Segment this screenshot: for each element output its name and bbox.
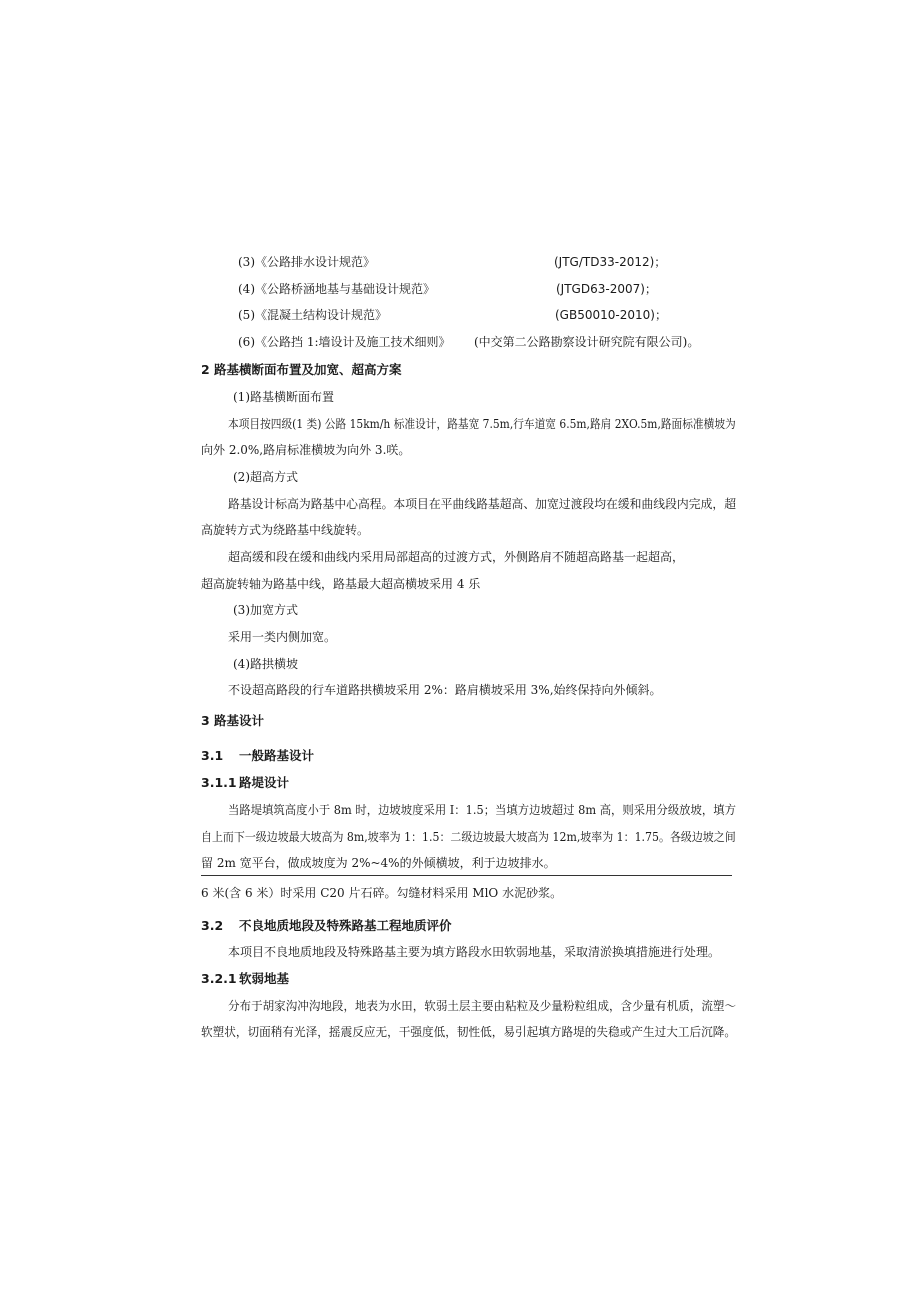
paragraph-line: 留 2m 宽平台，做成坡度为 2%~4%的外倾横坡，利于边坡排水。 (201, 856, 556, 870)
paragraph-line: 采用一类内侧加宽。 (228, 630, 337, 644)
ref-5-code: (GB50010-2010)； (555, 308, 667, 322)
ref-3-title: (3)《公路排水设计规范》 (238, 255, 375, 269)
paragraph-line: 当路堤填筑高度小于 8m 时，边坡坡度采用 I：1.5；当填方边坡超过 8m 高，则采用分级放坡，填方 (228, 803, 736, 817)
section-3-1-heading (201, 748, 314, 764)
paragraph-line: 超高旋转轴为路基中线，路基最大超高横坡采用 4 乐 (201, 577, 481, 591)
paragraph-line: 本项目不良地质地段及特殊路基主要为填方路段水田软弱地基，采取清淤换填措施进行处理。 (228, 945, 721, 959)
heading-title: 路堤设计 (239, 775, 290, 790)
paragraph-line: 不设超高路段的行车道路拱横坡采用 2%：路肩横坡采用 3%,始终保持向外倾斜。 (228, 683, 662, 697)
heading-number: 3.1.1 (201, 775, 237, 790)
paragraph-line: 本项目按四级(1 类) 公路 15km/h 标准设计，路基宽 7.5m,行车道宽 6.5m,路肩 2XO.5m,路面标准横坡为 (228, 417, 736, 431)
paragraph-line: 超高缓和段在缓和曲线内采用局部超高的过渡方式，外侧路肩不随超高路基一起超高， (228, 550, 685, 564)
subsection-4-title: (4)路拱横坡 (233, 657, 298, 671)
paragraph-line: 自上而下一级边坡最大坡高为 8m,坡率为 1：1.5：二级边坡最大坡高为 12m,坡率为 1：1.75。各级边坡之间 (201, 830, 736, 844)
paragraph-line: 分布于胡家沟冲沟地段，地表为水田，软弱土层主要由粘粒及少量粉粒组成，含少量有机质，流塑～ (228, 999, 737, 1013)
paragraph-line: 高旋转方式为绕路基中线旋转。 (201, 523, 370, 537)
heading-number: 3.2.1 (201, 971, 237, 986)
section-3-2-1-heading (201, 971, 289, 987)
heading-title: 不良地质地段及特殊路基工程地质评价 (239, 918, 452, 933)
heading-title: 一般路基设计 (239, 748, 315, 763)
paragraph-line: 向外 2.0%,路肩标准横坡为向外 3.咲。 (201, 443, 411, 457)
paragraph-line: 6 米(含 6 米）时采用 C20 片石碎。勾缝材料采用 MlO 水泥砂浆。 (201, 886, 563, 900)
section-3-heading: 3 路基设计 (201, 713, 265, 728)
ref-6-title: (6)《公路挡 1:墙设计及施工技术细则》 (238, 335, 451, 349)
paragraph-line: 软塑状，切面稍有光泽，摇震反应无，干强度低，韧性低，易引起填方路堤的失稳或产生过大工后沉降。 (201, 1025, 737, 1039)
section-3-1-1-heading (201, 775, 289, 791)
section-3-2-heading (201, 918, 452, 934)
ref-6-code: (中交第二公路勘察设计研究院有限公司)。 (474, 335, 700, 349)
ref-3-code: (JTG/TD33-2012)； (554, 255, 667, 269)
subsection-1-title: (1)路基横断面布置 (233, 390, 334, 404)
heading-number: 3.1 (201, 748, 224, 763)
subsection-2-title: (2)超高方式 (233, 470, 298, 484)
horizontal-rule (201, 875, 732, 876)
subsection-3-title: (3)加宽方式 (233, 603, 298, 617)
heading-title: 软弱地基 (239, 971, 290, 986)
ref-4-code: (JTGD63-2007)； (556, 282, 657, 296)
section-2-heading: 2 路基横断面布置及加宽、超高方案 (201, 362, 402, 377)
ref-5-title: (5)《混凝土结构设计规范》 (238, 308, 387, 322)
paragraph-line: 路基设计标高为路基中心高程。本项目在平曲线路基超高、加宽过渡段均在缓和曲线段内完成，超 (228, 497, 737, 511)
ref-4-title: (4)《公路桥涵地基与基础设计规范》 (238, 282, 435, 296)
heading-number: 3.2 (201, 918, 224, 933)
